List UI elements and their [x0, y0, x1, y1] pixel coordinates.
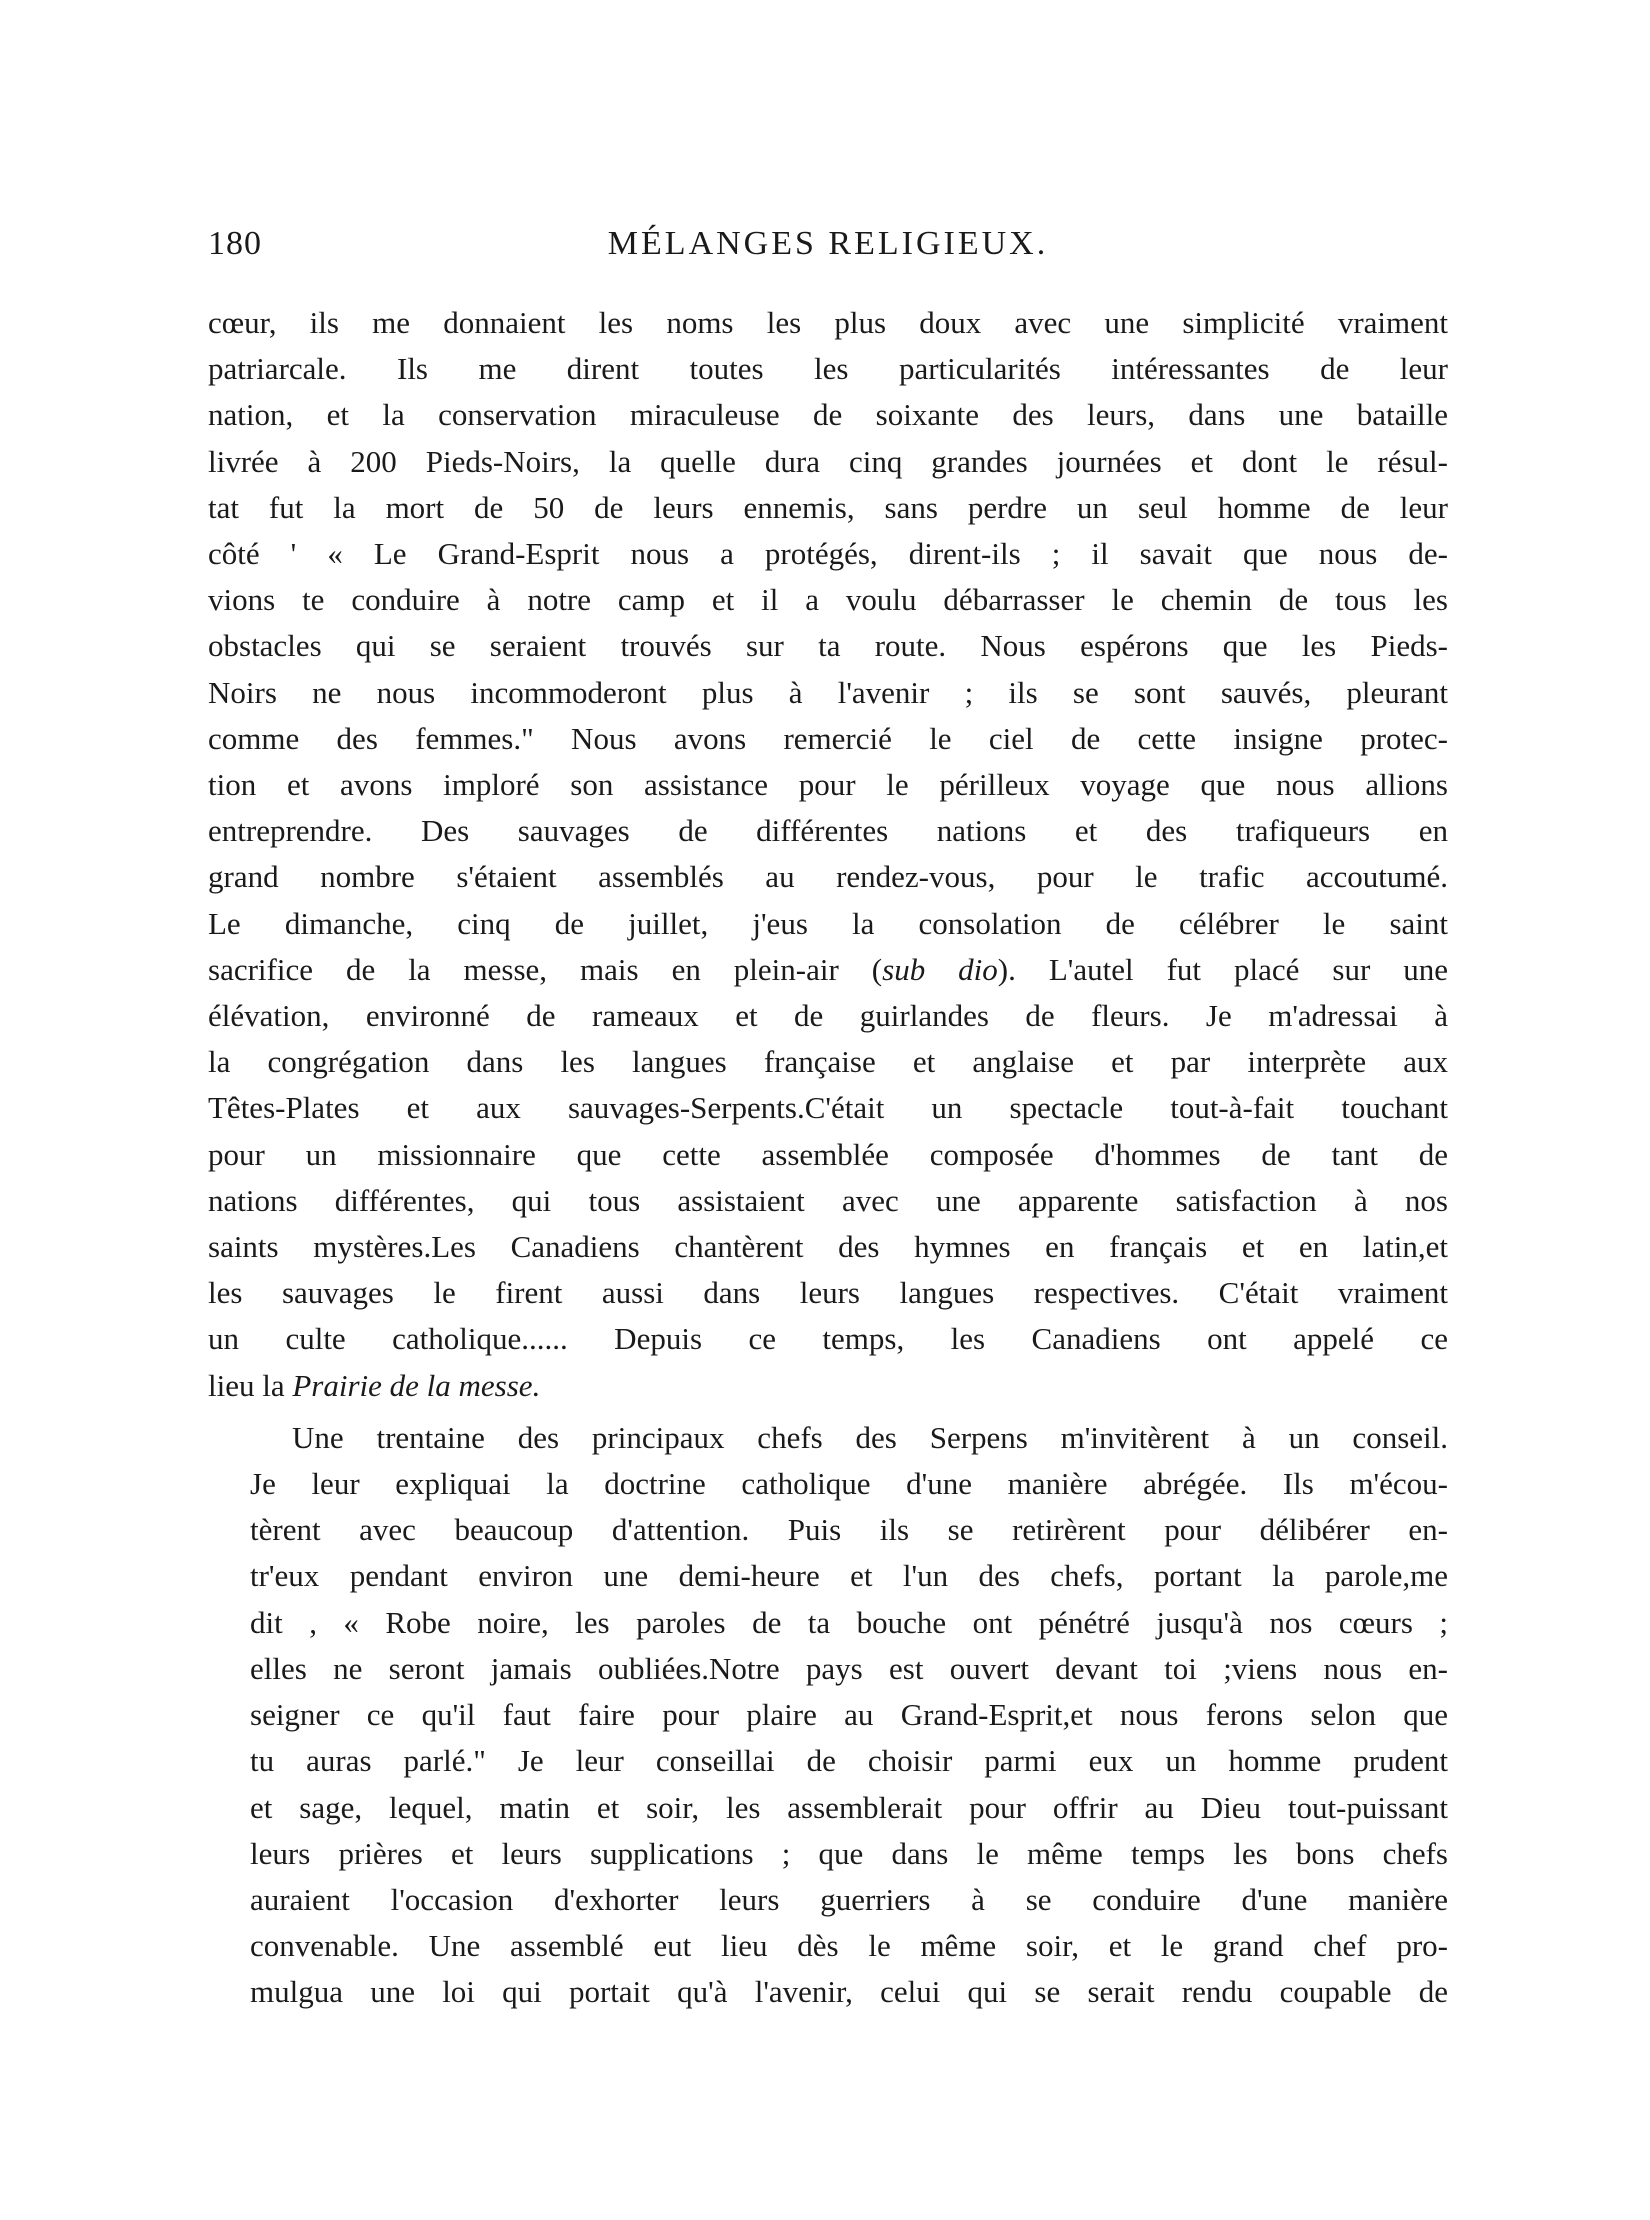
italic-place-name: Prairie de la messe. [292, 1367, 541, 1403]
text-line: comme des femmes." Nous avons remercié le ciel de cette insigne protec- [208, 720, 1448, 756]
text-line: mulgua une loi qui portait qu'à l'avenir, celui qui se serait rendu coupable de [250, 1974, 1448, 2010]
text-line: cœur, ils me donnaient les noms les plus doux avec une simplicité vraiment [208, 305, 1448, 340]
text-line: obstacles qui se seraient trouvés sur ta route. Nous espérons que les Pieds- [208, 628, 1448, 664]
text-line: tr'eux pendant environ une demi-heure et l'un des chefs, portant la parole,me [250, 1558, 1448, 1594]
text-line: et sage, lequel, matin et soir, les assemblerait pour offrir au Dieu tout-puissant [250, 1789, 1448, 1825]
text-line: un culte catholique...... Depuis ce temps, les Canadiens ont appelé ce [208, 1321, 1448, 1357]
text-line: Noirs ne nous incommoderont plus à l'avenir ; ils se sont sauvés, pleurant [208, 674, 1448, 710]
text-line: Têtes-Plates et aux sauvages-Serpents.C'était un spectacle tout-à-fait touchant [208, 1090, 1448, 1126]
text-line: tat fut la mort de 50 de leurs ennemis, sans perdre un seul homme de leur [208, 489, 1448, 525]
text-line: elles ne seront jamais oubliées.Notre pays est ouvert devant toi ;viens nous en- [250, 1650, 1448, 1686]
text-line: convenable. Une assemblé eut lieu dès le même soir, et le grand chef pro- [250, 1928, 1448, 1964]
text-line: auraient l'occasion d'exhorter leurs guerriers à se conduire d'une manière [250, 1881, 1448, 1917]
text-line: dit , « Robe noire, les paroles de ta bouche ont pénétré jusqu'à nos cœurs ; [250, 1604, 1448, 1640]
body-text [208, 300, 1448, 2016]
italic-latin-phrase: sub dio [882, 951, 998, 987]
text-line: les sauvages le firent aussi dans leurs langues respectives. C'était vraiment [208, 1275, 1448, 1311]
text-line: entreprendre. Des sauvages de différentes nations et des trafiqueurs en [208, 813, 1448, 849]
text-line: élévation, environné de rameaux et de guirlandes de fleurs. Je m'adressai à [208, 998, 1448, 1034]
text-segment: sacrifice de la messe, mais en plein-air ( [208, 951, 883, 987]
text-line: tion et avons imploré son assistance pour le périlleux voyage que nous allions [208, 767, 1448, 803]
text-line: Le dimanche, cinq de juillet, j'eus la consolation de célébrer le saint [208, 905, 1448, 941]
running-header [208, 225, 1448, 285]
text-line: vions te conduire à notre camp et il a voulu débarrasser le chemin de tous les [208, 582, 1448, 618]
text-line: tu auras parlé." Je leur conseillai de choisir parmi eux un homme prudent [250, 1743, 1448, 1779]
text-line: saints mystères.Les Canadiens chantèrent des hymnes en français et en latin,et [208, 1229, 1448, 1265]
text-line: nations différentes, qui tous assistaient avec une apparente satisfaction à nos [208, 1182, 1448, 1218]
paragraph-2 [208, 1415, 1448, 2016]
text-line: côté ' « Le Grand-Esprit nous a protégés, dirent-ils ; il savait que nous de- [208, 536, 1448, 572]
text-line: grand nombre s'étaient assemblés au rendez-vous, pour le trafic accoutumé. [208, 859, 1448, 895]
text-line: nation, et la conservation miraculeuse de soixante des leurs, dans une bataille [208, 397, 1448, 433]
paragraph-1 [208, 300, 1448, 1409]
text-line: seigner ce qu'il faut faire pour plaire au Grand-Esprit,et nous ferons selon que [250, 1697, 1448, 1733]
text-line: leurs prières et leurs supplications ; que dans le même temps les bons chefs [250, 1835, 1448, 1871]
text-line: patriarcale. Ils me dirent toutes les particularités intéressantes de leur [208, 351, 1448, 387]
text-line: la congrégation dans les langues française et anglaise et par interprète aux [208, 1044, 1448, 1080]
text-segment: ). L'autel fut placé sur une [997, 951, 1449, 987]
page-number: 180 [208, 225, 262, 262]
text-segment: lieu la [208, 1367, 293, 1403]
text-line: Une trentaine des principaux chefs des Serpens m'invitèrent à un conseil. [292, 1419, 1448, 1455]
running-title: MÉLANGES RELIGIEUX. [607, 225, 1049, 262]
text-line-last [208, 1363, 1448, 1409]
text-line: pour un missionnaire que cette assemblée composée d'hommes de tant de [208, 1136, 1448, 1172]
text-line: Je leur expliquai la doctrine catholique d'une manière abrégée. Ils m'écou- [250, 1466, 1448, 1502]
text-line: tèrent avec beaucoup d'attention. Puis ils se retirèrent pour délibérer en- [250, 1512, 1448, 1548]
text-line: livrée à 200 Pieds-Noirs, la quelle dura cinq grandes journées et dont le résul- [208, 443, 1448, 479]
text-line-with-italic [208, 947, 1448, 993]
